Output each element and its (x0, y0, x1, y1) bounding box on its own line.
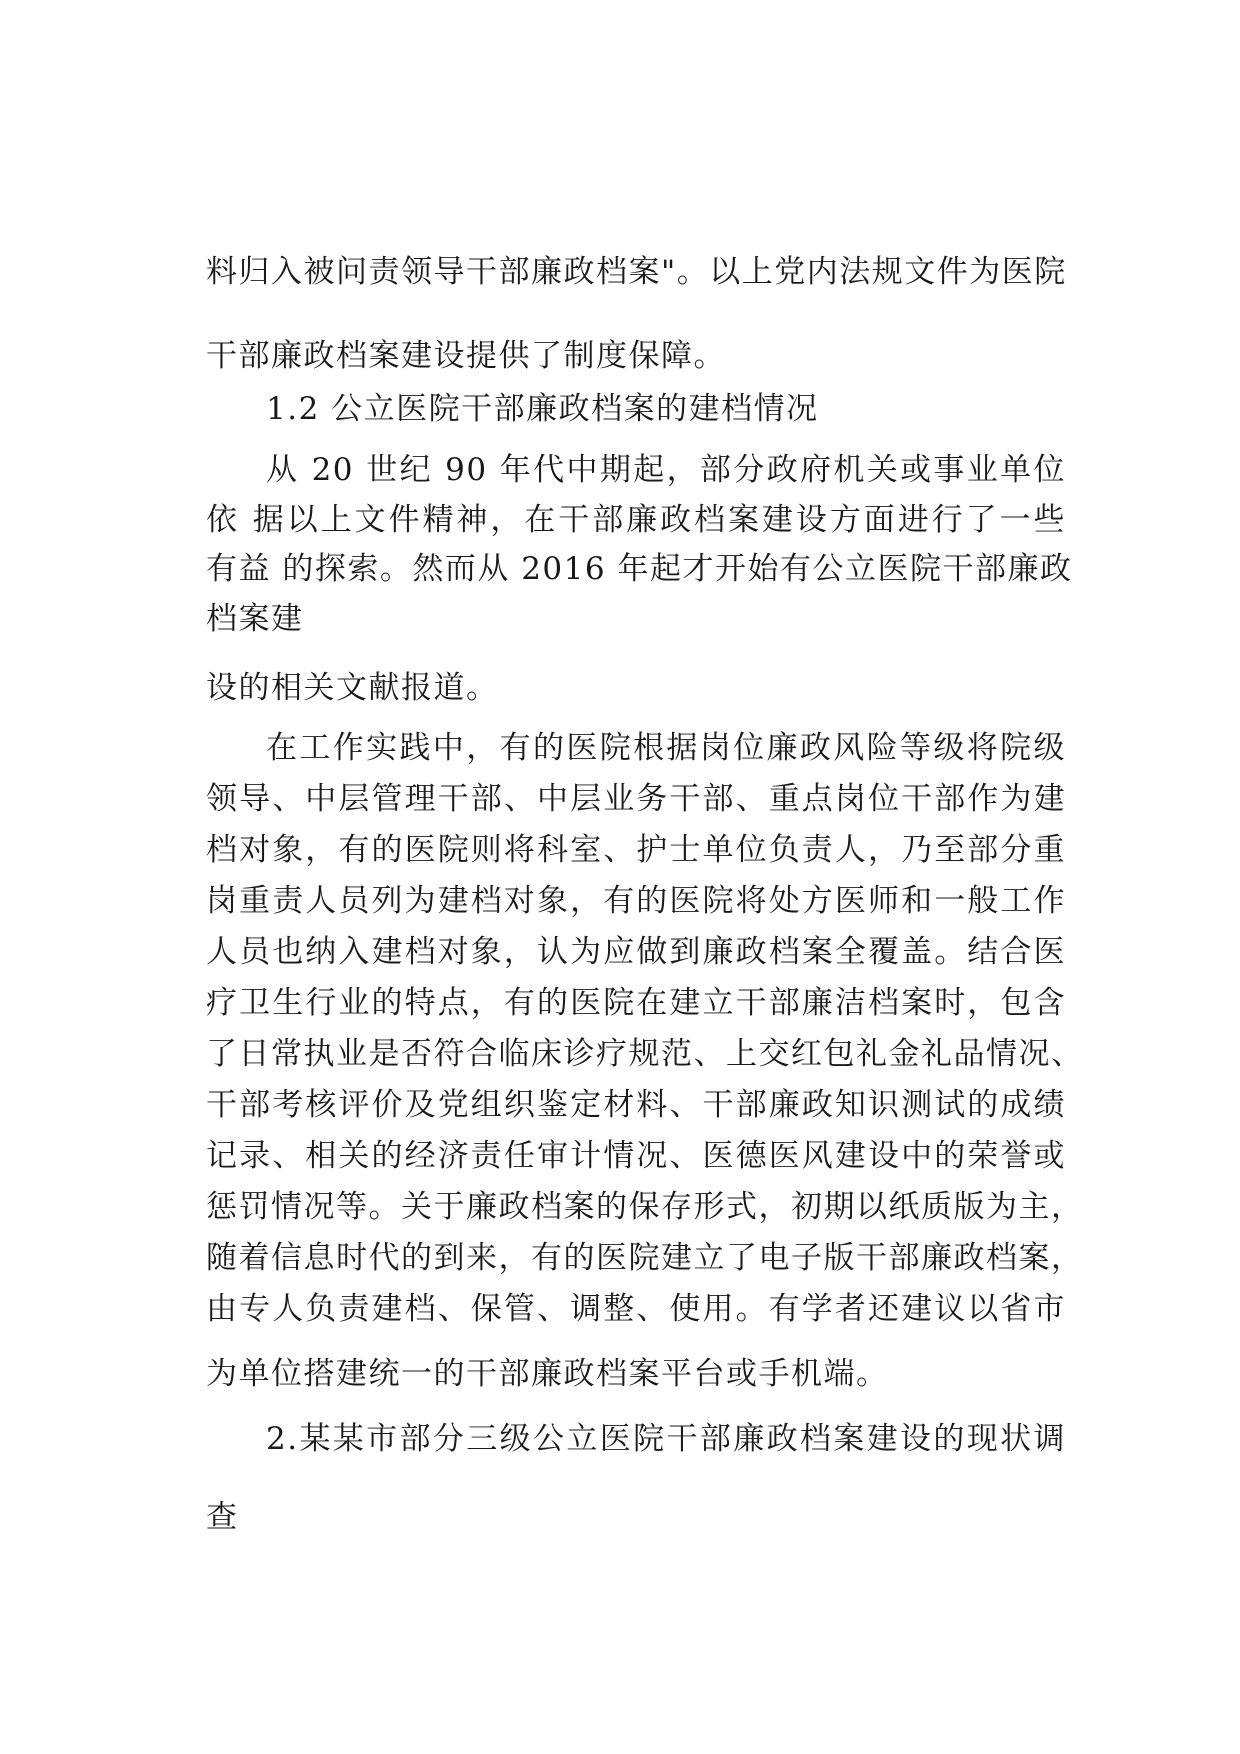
text-line: 惩罚情况等。关于廉政档案的保存形式，初期以纸质版为主， (206, 1189, 1084, 1225)
text-line: 了日常执业是否符合临床诊疗规范、上交红包礼金礼品情况、 (206, 1036, 1084, 1072)
section-heading: 2.某某市部分三级公立医院干部廉政档案建设的现状调 (266, 1421, 1066, 1457)
text-line: 领导、中层管理干部、中层业务干部、重点岗位干部作为建 (206, 781, 1066, 817)
text-line: 查 (206, 1499, 239, 1535)
text-line: 由专人负责建档、保管、调整、使用。有学者还建议以省市 (206, 1291, 1066, 1327)
text-line: 干部廉政档案建设提供了制度保障。 (206, 338, 726, 374)
text-line: 疗卫生行业的特点，有的医院在建立干部廉洁档案时，包含 (206, 985, 1066, 1021)
text-line: 随着信息时代的到来，有的医院建立了电子版干部廉政档案， (206, 1240, 1084, 1276)
text-line: 岗重责人员列为建档对象，有的医院将处方医师和一般工作 (206, 883, 1066, 919)
text-line: 记录、相关的经济责任审计情况、医德医风建设中的荣誉或 (206, 1138, 1066, 1174)
section-heading: 1.2 公立医院干部廉政档案的建档情况 (266, 391, 819, 427)
text-line: 在工作实践中，有的医院根据岗位廉政风险等级将院级 (266, 730, 1066, 766)
text-line: 从 20 世纪 90 年代中期起，部分政府机关或事业单位 (266, 452, 1066, 488)
text-line: 干部考核评价及党组织鉴定材料、干部廉政知识测试的成绩 (206, 1087, 1066, 1123)
text-line: 为单位搭建统一的干部廉政档案平台或手机端。 (206, 1356, 889, 1392)
text-line: 档案建 (206, 601, 304, 637)
text-line: 设的相关文献报道。 (206, 670, 499, 706)
text-line: 有益 的探索。然而从 2016 年起才开始有公立医院干部廉政 (206, 551, 1073, 587)
text-line: 依 据以上文件精神，在干部廉政档案建设方面进行了一些 (206, 502, 1066, 538)
text-line: 料归入被问责领导干部廉政档案"。以上党内法规文件为医院 (206, 254, 1067, 290)
text-line: 人员也纳入建档对象，认为应做到廉政档案全覆盖。结合医 (206, 934, 1066, 970)
text-line: 档对象，有的医院则将科室、护士单位负责人，乃至部分重 (206, 832, 1066, 868)
